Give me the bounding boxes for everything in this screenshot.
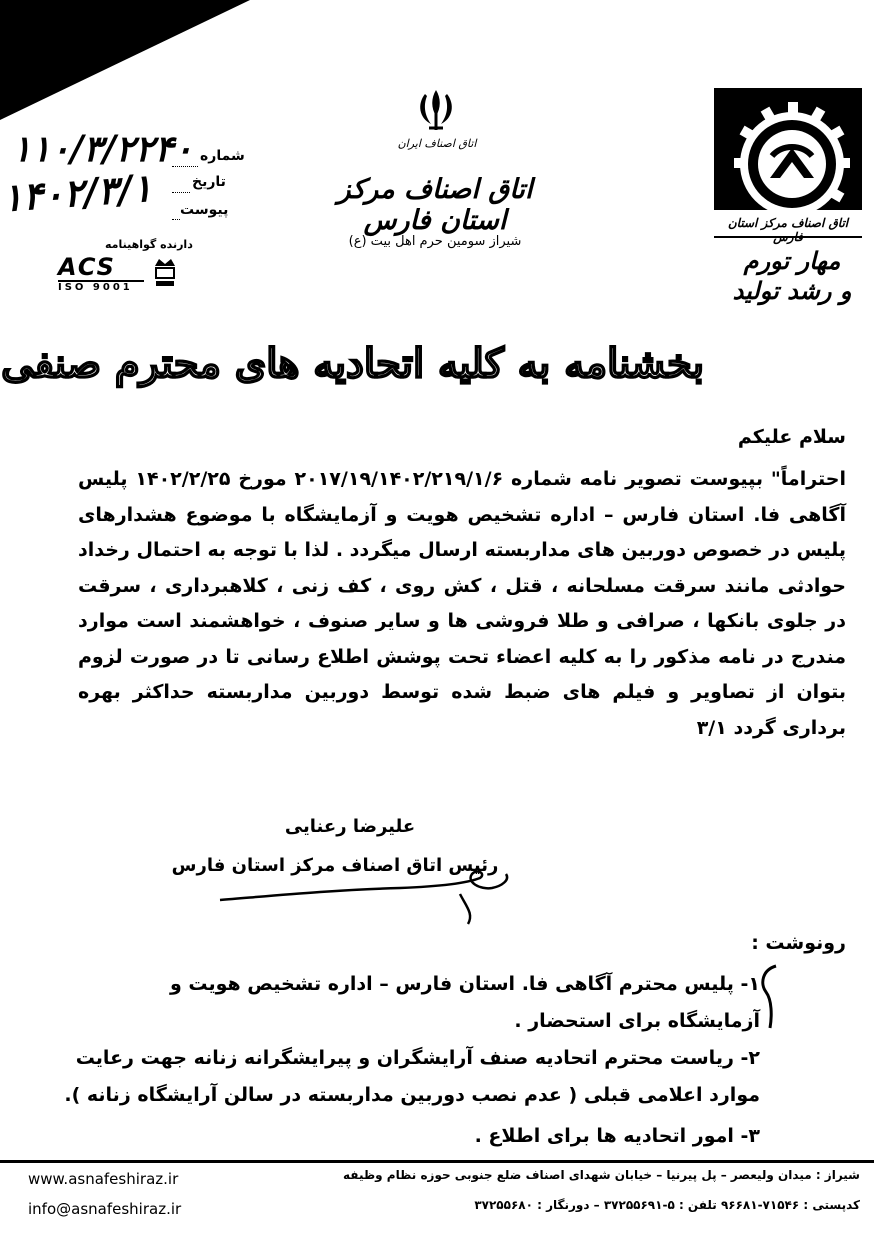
org-small-title: اتاق اصناف ایران — [397, 137, 477, 150]
org-title: اتاق اصناف مرکز استان فارس — [337, 174, 533, 236]
slogan-line2: و رشد تولید — [732, 276, 852, 305]
letter-body: احتراماً" بپیوست تصویر نامه شماره ۲۰۱۷/۱۹/۱۴۰۲/۲۱۹/۱/۶ مورخ ۱۴۰۲/۲/۲۵ پلیس آگاهی فا. استان فارس – اداره تشخیص هویت و آزمایشگاه با موضوع هشدارهای پلیس در خصوص دوربین های مداربسته ارسال میگردد . لذا با توجه به احتمال رخداد حوادثی مانند سرقت مسلحانه ، قتل ، کش روی ، کف زنی ، کلاهبرداری ، سرقت در جلوی بانکها ، صرافی و طلا فروشی ها و سایر صنوف ، خواهشمند است موارد مندرج در نامه مذکور را به کلیه اعضاء تحت پوشش اطلاع رسانی تا در صورت لزوم بتوان از تصاویر و فیلم های ضبط شده توسط دوربین مداربسته حداکثر بهره برداری گردد ۳/۱ — [78, 468, 846, 739]
scan-corner-shadow — [0, 0, 250, 120]
footer-email-link[interactable]: info@asnafeshiraz.ir — [28, 1200, 182, 1218]
cert-iso-text: ISO 9001 — [58, 280, 144, 293]
cc-title: رونوشت : — [751, 932, 846, 954]
handwritten-number: ۱۱۰/۳/۲۲۴۰ — [12, 128, 193, 170]
handwritten-date: ۱۴۰۲/۳/۱ — [0, 164, 154, 221]
circular-heading: بخشنامه به کلیه اتحادیه های محترم صنفی — [1, 340, 704, 387]
slogan — [722, 246, 862, 306]
number-label: شماره — [200, 148, 245, 164]
iran-emblem-icon — [411, 86, 461, 134]
attachment-label: پیوست — [180, 202, 229, 218]
cert-logo-text: ACS — [58, 253, 116, 281]
cc-item-3: ۳- امور اتحادیه ها برای اطلاع . — [474, 1125, 760, 1147]
logo-caption: اتاق اصناف مرکز استان فارس — [727, 216, 849, 244]
date-dotline — [172, 192, 190, 193]
handwritten-signature-icon — [210, 860, 530, 940]
certification-logo — [58, 253, 144, 293]
handwritten-bracket-icon — [758, 962, 782, 1032]
logo-underline — [714, 236, 862, 238]
footer-address: شیراز : میدان ولیعصر – پل پیرنیا – خیابان شهدای اصناف ضلع جنوبی حوزه نظام وظیفه — [343, 1168, 860, 1182]
footer-divider — [0, 1160, 874, 1163]
certificate-label: دارنده گواهینامه — [105, 238, 193, 251]
signatory-title: رئیس اتاق اصناف مرکز استان فارس — [171, 855, 499, 876]
slogan-line1: مهار تورم — [743, 246, 841, 275]
cc-item-1: ۱- پلیس محترم آگاهی فا. استان فارس – اداره تشخیص هویت و آزمایشگاه برای استحضار . — [169, 973, 760, 1032]
date-label: تاریخ — [192, 174, 226, 190]
footer-contact: کدپستی : ۷۱۵۴۶-۹۶۶۸۱ تلفن : ۵-۳۷۲۵۵۶۹۱ – دورنگار : ۳۷۲۵۵۶۸۰ — [474, 1198, 860, 1212]
greeting: سلام علیکم — [737, 426, 846, 448]
footer-website-link[interactable]: www.asnafeshiraz.ir — [28, 1170, 179, 1188]
signatory-name: علیرضا رعنایی — [284, 816, 416, 837]
attachment-dotline — [172, 219, 180, 220]
cc-item-2: ۲- ریاست محترم اتحادیه صنف آرایشگران و پیرایشگرانه زنانه جهت رعایت موارد اعلامی قبلی ( عدم نصب دوربین مداربسته در سالن آرایشگاه زنانه ). — [64, 1047, 760, 1106]
org-subtitle: شیراز سومین حرم اهل بیت (ع) — [348, 234, 522, 249]
ukas-crown-icon — [152, 256, 178, 288]
